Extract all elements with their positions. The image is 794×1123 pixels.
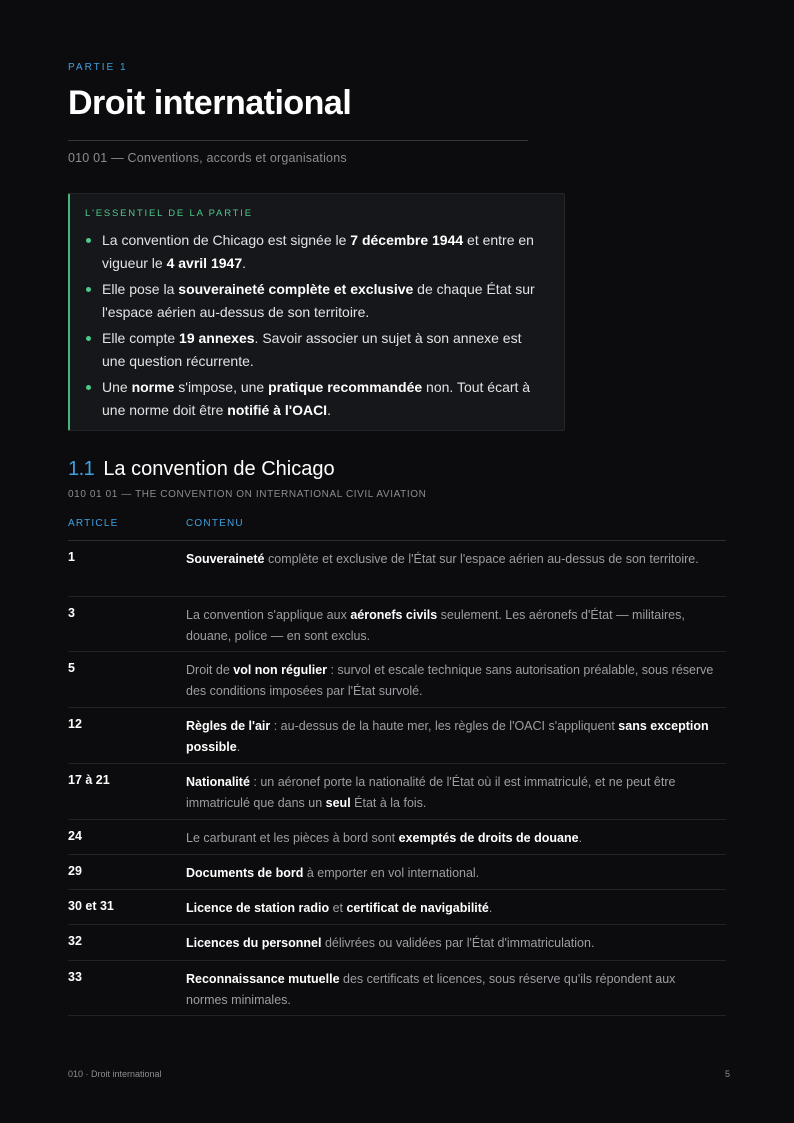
table-row [68,855,726,890]
text-segment: et [329,901,347,915]
bullet-icon [86,385,91,390]
text-segment: s'impose, une [174,379,269,395]
text-segment: seulement. Les aéronefs d'État — militaires, douane, police — en sont exclus. [186,608,685,643]
table-row [68,541,726,597]
bullet-icon [86,287,91,292]
bold-text: Licences du personnel [186,936,322,950]
articles-table [68,541,726,1016]
article-number: 32 [68,934,82,948]
bold-text: exemptés de droits de douane [398,831,579,845]
text-segment: . [327,401,331,418]
callout-title: L'ESSENTIEL DE LA PARTIE [85,208,253,219]
article-content [186,863,716,884]
bold-text: aéronefs civils [350,608,438,622]
summary-callout [68,193,565,431]
text-segment: La convention s'applique aux [186,608,351,622]
text-segment: des certificats et licences, sous réserve qu'ils répondent aux normes minimales. [186,972,676,1007]
article-content [186,549,716,570]
article-content [186,660,716,701]
table-row [68,652,726,708]
callout-list [85,229,545,425]
text-segment: Une [102,379,132,395]
bold-text: Souveraineté [186,552,265,566]
bullet-icon [86,336,91,341]
bold-text: Reconnaissance mutuelle [186,972,340,986]
bold-text: Nationalité [186,775,250,789]
article-number: 5 [68,661,75,675]
text-segment: et entre en vigueur le [102,232,534,271]
text-segment: Le carburant et les pièces à bord sont [186,831,399,845]
article-content [186,716,716,757]
text-segment: . Savoir associer un sujet à son annexe est une question récurrente. [102,330,522,369]
article-content [186,969,716,1010]
article-number: 1 [68,550,75,564]
table-row [68,890,726,925]
article-number: 30 et 31 [68,899,114,913]
title-divider [68,140,528,141]
bold-text: Licence de station radio [186,901,330,915]
text-segment: à emporter en vol international. [303,866,480,880]
text-segment: de chaque État sur l'espace aérien au-dessus de son territoire. [102,281,535,320]
article-number: 12 [68,717,82,731]
article-number: 24 [68,829,82,843]
article-number: 3 [68,606,75,620]
text-segment: : un aéronef porte la nationalité de l'État où il est immatriculé, et ne peut être immatriculé que dans un [186,775,676,810]
bold-text: notifié à l'OACI [227,401,328,418]
part-kicker: PARTIE 1 [68,62,128,73]
article-content [186,605,716,646]
table-row [68,764,726,820]
callout-item [85,327,545,372]
bold-text: Documents de bord [186,866,304,880]
section-title: La convention de Chicago [103,458,335,480]
article-number: 33 [68,970,82,984]
bold-text: seul [325,795,351,810]
section-heading [68,458,335,481]
table-row [68,597,726,652]
table-row [68,820,726,855]
article-content [186,933,716,954]
footer-label: 010 · Droit international [68,1069,162,1079]
bold-text: Règles de l'air [186,719,271,733]
text-segment: . [236,739,241,754]
page-number: 5 [725,1069,731,1079]
text-segment: . [488,901,493,915]
bold-text: norme [131,379,175,395]
text-segment: Elle pose la [102,281,179,297]
text-segment: non. Tout écart à une norme doit être [102,379,531,418]
section-subtitle: 010 01 01 — THE CONVENTION ON INTERNATIONAL CIVIL AVIATION [68,489,427,500]
callout-item [85,229,545,274]
table-row [68,961,726,1016]
bold-text: sans exception possible [186,719,709,754]
page-title: Droit international [68,84,352,122]
page-subtitle: 010 01 — Conventions, accords et organisations [68,151,347,165]
bullet-icon [86,238,91,243]
article-number: 29 [68,864,82,878]
article-number: 17 à 21 [68,773,110,787]
text-segment: complète et exclusive de l'État sur l'espace aérien au-dessus de son territoire. [264,552,699,566]
bold-text: 4 avril 1947 [166,254,243,271]
bold-text: souveraineté complète et exclusive [178,281,414,297]
bold-text: pratique recommandée [268,379,423,395]
text-segment: La convention de Chicago est signée le [102,232,351,248]
text-segment: Droit de [186,663,234,677]
text-segment: : survol et escale technique sans autorisation préalable, sous réserve des conditions imposées par l'État survolé. [186,663,714,698]
article-content [186,898,716,919]
text-segment: . [242,254,246,271]
text-segment: . [578,831,583,845]
text-segment: délivrées ou validées par l'État d'immatriculation. [321,936,595,950]
article-content [186,828,716,849]
bold-text: 7 décembre 1944 [350,232,464,248]
text-segment: : au-dessus de la haute mer, les règles de l'OACI s'appliquent [270,719,619,733]
article-content [186,772,716,813]
column-header-article: ARTICLE [68,518,119,529]
table-header [68,518,726,541]
callout-item [85,376,545,421]
bold-text: certificat de navigabilité [346,901,489,915]
column-header-content: CONTENU [186,518,244,529]
text-segment: État à la fois. [350,795,427,810]
table-row [68,925,726,961]
callout-item [85,278,545,323]
bold-text: 19 annexes [179,330,255,346]
table-row [68,708,726,764]
section-number: 1.1 [68,458,95,480]
text-segment: Elle compte [102,330,180,346]
bold-text: vol non régulier [233,663,328,677]
